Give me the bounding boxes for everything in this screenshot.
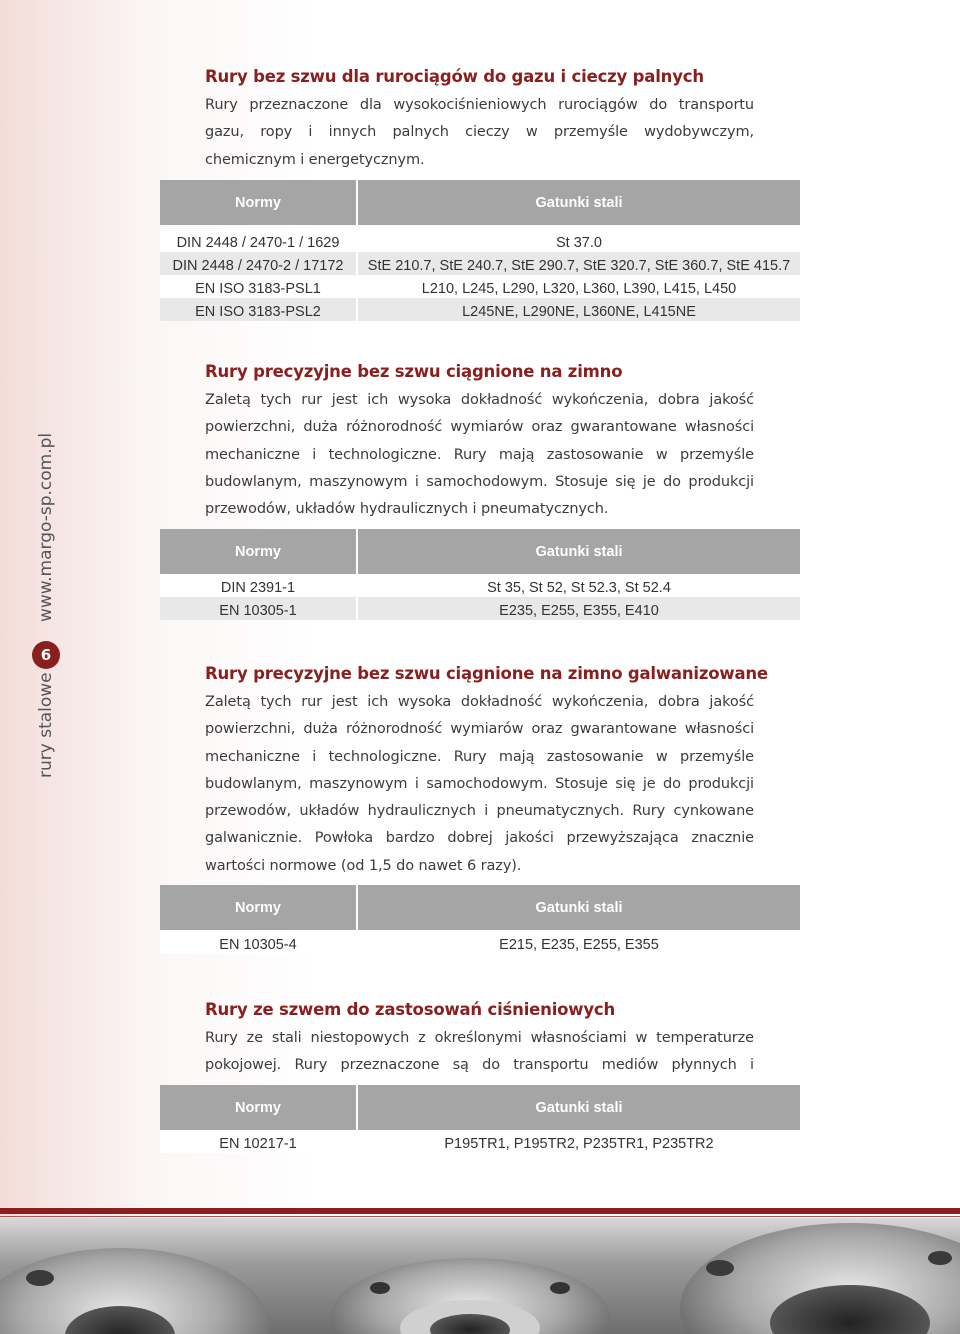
cell-grade: P195TR1, P195TR2, P235TR1, P235TR2 bbox=[358, 1130, 800, 1153]
cell-grade: L245NE, L290NE, L360NE, L415NE bbox=[358, 298, 800, 321]
footer-accent-bar bbox=[0, 1208, 960, 1214]
section-body-galvanized-tubes: Zaletą tych rur jest ich wysoka dokładność wykończenia, dobra jakość powierzchni, duża różnorodność wymiarów oraz gwarantowane własności mechaniczne i technologiczne. Rury mają zastosowanie w przemyśle budowlanym, maszynowym i samochodowym. Stosuje się je do produkcji przewodów, układów hydraulicznych i pneumatycznych. Rury cynkowane galwanicznie. Powłoka bardzo dobrej jakości przewyższająca znacznie wartości normowe (od 1,5 do nawet 6 razy). bbox=[205, 694, 754, 874]
cell-grade: StE 210.7, StE 240.7, StE 290.7, StE 320.7, StE 360.7, StE 415.7 bbox=[358, 252, 800, 275]
cell-norm: DIN 2448 / 2470-2 / 17172 bbox=[160, 252, 356, 275]
cell-norm: EN ISO 3183-PSL2 bbox=[160, 298, 356, 321]
table-row bbox=[160, 931, 800, 954]
section-body-welded-pressure-tubes: Rury ze stali niestopowych z określonymi własnościami w temperaturze pokojowej. Rury przeznaczone są do transportu mediów płynnych i bbox=[205, 1030, 754, 1074]
table-row bbox=[160, 275, 800, 298]
table-row bbox=[160, 1130, 800, 1153]
table-header bbox=[160, 180, 800, 225]
header-norms: Normy bbox=[160, 180, 356, 225]
cell-grade: L210, L245, L290, L320, L360, L390, L415, L450 bbox=[358, 275, 800, 298]
header-steel-grades: Gatunki stali bbox=[358, 1085, 800, 1130]
table-row bbox=[160, 597, 800, 620]
cell-norm: EN 10305-4 bbox=[160, 931, 356, 954]
table-row bbox=[160, 229, 800, 252]
cell-grade: E215, E235, E255, E355 bbox=[358, 931, 800, 954]
table-header bbox=[160, 1085, 800, 1130]
header-steel-grades: Gatunki stali bbox=[358, 885, 800, 930]
cell-grade: St 35, St 52, St 52.3, St 52.4 bbox=[358, 574, 800, 597]
header-norms: Normy bbox=[160, 529, 356, 574]
sidebar-category: rury stalowe bbox=[36, 672, 56, 778]
cell-norm: EN 10217-1 bbox=[160, 1130, 356, 1153]
header-steel-grades: Gatunki stali bbox=[358, 529, 800, 574]
table-header bbox=[160, 529, 800, 574]
table-row bbox=[160, 252, 800, 275]
table-welded-pressure-tubes bbox=[160, 1085, 800, 1153]
table-precision-tubes bbox=[160, 529, 800, 620]
header-steel-grades: Gatunki stali bbox=[358, 180, 800, 225]
section-title-galvanized-tubes: Rury precyzyjne bez szwu ciągnione na zimno galwanizowane bbox=[205, 664, 768, 683]
sidebar-url: www.margo-sp.com.pl bbox=[36, 432, 56, 622]
section-title-gas-pipelines: Rury bez szwu dla rurociągów do gazu i cieczy palnych bbox=[205, 67, 704, 86]
table-galvanized-tubes bbox=[160, 885, 800, 954]
section-title-welded-pressure-tubes: Rury ze szwem do zastosowań ciśnieniowych bbox=[205, 1000, 616, 1019]
cell-norm: DIN 2391-1 bbox=[160, 574, 356, 597]
cell-grade: E235, E255, E355, E410 bbox=[358, 597, 800, 620]
cell-norm: DIN 2448 / 2470-1 / 1629 bbox=[160, 229, 356, 252]
footer-pipe-flanges-photo bbox=[0, 1218, 960, 1334]
section-body-gas-pipelines: Rury przeznaczone dla wysokociśnieniowych rurociągów do transportu gazu, ropy i innych palnych cieczy w przemyśle wydobywczym, chemicznym i energetycznym. bbox=[205, 97, 754, 168]
cell-norm: EN ISO 3183-PSL1 bbox=[160, 275, 356, 298]
table-gas-pipelines bbox=[160, 180, 800, 321]
header-norms: Normy bbox=[160, 885, 356, 930]
table-row bbox=[160, 574, 800, 597]
section-title-precision-tubes: Rury precyzyjne bez szwu ciągnione na zimno bbox=[205, 362, 623, 381]
table-row bbox=[160, 298, 800, 321]
page-number-badge: 6 bbox=[32, 641, 60, 669]
footer-divider bbox=[0, 1216, 960, 1217]
header-norms: Normy bbox=[160, 1085, 356, 1130]
section-body-precision-tubes: Zaletą tych rur jest ich wysoka dokładność wykończenia, dobra jakość powierzchni, duża różnorodność wymiarów oraz gwarantowane własności mechaniczne i technologiczne. Rury mają zastosowanie w przemyśle budowlanym, maszynowym i samochodowym. Stosuje się je do produkcji przewodów, układów hydraulicznych i pneumatycznych. bbox=[205, 392, 754, 518]
cell-grade: St 37.0 bbox=[358, 229, 800, 252]
flanges-illustration bbox=[0, 1218, 960, 1334]
table-header bbox=[160, 885, 800, 930]
cell-norm: EN 10305-1 bbox=[160, 597, 356, 620]
